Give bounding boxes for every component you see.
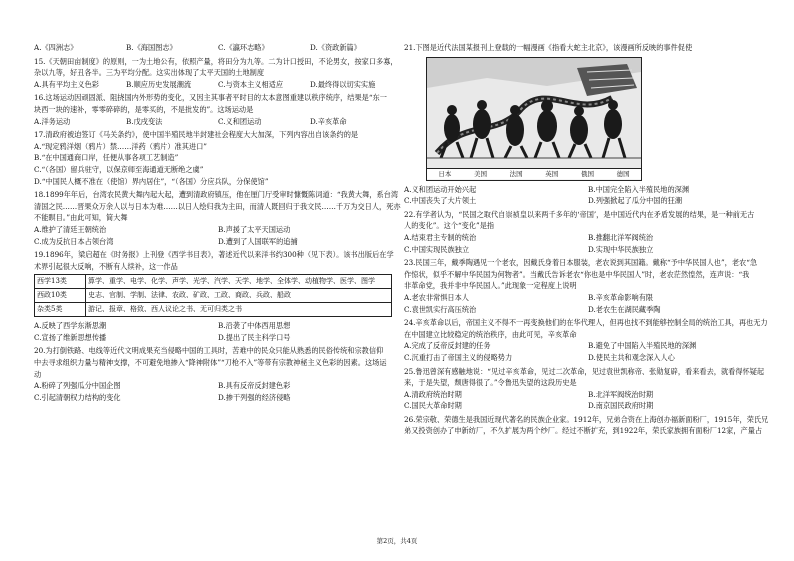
option-a: A.维护了清廷王朝统治 [34,224,107,234]
question-18 [34,189,402,247]
option-d: D.“中国民人概不准在（使馆）界内居住”，“（各国）分应兵队，分保使馆” [34,176,269,186]
option-b: B.具有反帝反封建色彩 [218,381,291,391]
question-text: 术界引起很大反响，不断有人续补，这一作品 [34,261,178,271]
cartoon-label: 德国 [616,169,630,178]
option-b: B.辛亥革命影响有限 [588,292,654,302]
option-c: C.义和团运动 [218,116,262,126]
question-text: 人的变化”。这个“变化”是指 [404,221,495,231]
question-22 [404,209,772,255]
option-a: A.老农非常惧日本人 [404,292,469,302]
q14-options [34,42,402,54]
question-26 [404,414,772,437]
option-d: D.遭到了人国联军的追捕 [218,236,298,246]
q24-options-row1 [404,340,772,352]
cartoon-caption [427,168,641,179]
option-d: D.老农生在湖民藏季陶 [588,304,661,314]
question-text: 非革命党，我并非中华民国人。”此现象一定程度上说明 [404,281,577,291]
question-text: 动 [34,369,42,379]
table-row [35,275,392,289]
option-b: B.北洋军阀统治时期 [588,389,654,399]
question-text: 中去寻求组织力量与精神支撑，不可避免地掺入“降神附体”“刀枪不入”等带有宗教神秘主义色彩的因素。这场运 [34,358,387,368]
cartoon-illustration [427,58,641,168]
question-text: 22.有学者认为，“民国之取代自崇祯皇以来两千多年的‘帝国’，是中国近代内在矛盾发展的结果，是一种前无古 [404,209,755,219]
option-c: C.袁世凯实行高压统治 [404,304,477,314]
option-d: D.提出了民主科学口号 [218,332,291,342]
question-text: 不能瞑目。”由此可知，简大舞 [34,213,128,223]
option-c: C.与资本主义相适应 [218,79,284,89]
q22-options-row2 [404,244,772,256]
cartoon-image [426,57,642,181]
right-column [404,42,772,437]
option-c: C.引起清朝权力结构的变化 [34,392,121,402]
option-d: D.最终得以切实实施 [310,79,376,89]
q23-options-row1 [404,292,772,304]
page-number: 第2页，共4页 [376,537,418,545]
option-d: D.使民主共和观念深入人心 [588,352,675,362]
cartoon-label: 日本 [438,169,452,178]
cartoon-label: 美国 [473,169,487,178]
option-a: A.结束君主专制的统治 [404,232,477,242]
question-text: 25.鲁迅曾深有感触地说：“见过辛亥革命，见过二次革命，见过袁世凯称帝、张勋复辟，看来看去，就看得怀疑起 [404,366,765,376]
option-a: A.清政府统治时期 [404,389,462,399]
cartoon-label: 法国 [509,169,523,178]
q25-options-row1 [404,389,772,401]
option-b: B.避免了中国陷入半殖民地的深渊 [588,341,697,351]
question-text: 18.1899年年后，台湾农民黄大舞内起大起，遭到清政府镇压，他在厘门厅受审时慷慨陈词道：“我黄大舞，系台湾 [34,190,399,200]
option-c: C.沉重打击了帝国主义的侵略势力 [404,352,513,362]
option-b: B.沿袭了中体西用思想 [218,321,291,331]
option-d: D.实现中华民族独立 [588,244,654,254]
option-b: B.戊戌变法 [126,116,163,126]
option-a: A.《四洲志》 [34,43,78,52]
question-text: 17.清政府被迫签订《马关条约》，使中国半殖民地半封建社会程度大大加深，下列内容出自该条约的是 [34,130,359,140]
table-cell: 西政10类 [35,289,86,303]
cartoon-label: 英国 [545,169,559,178]
question-24 [404,317,772,363]
table-row [35,289,392,303]
q16-options [34,116,402,128]
question-19 [34,249,402,343]
option-d: D.列强掀起了瓜分中国的狂潮 [588,196,683,206]
question-text: 16.这场运动因顽固派、阻挠国内外形势的变化，又因主其事者平时目的太本意图重建以秩序统序，结果是“东一 [34,93,387,103]
question-text: 块西一块的速补，零零碎碎的，是零买的，不是批发的”。这场运动是 [34,104,254,114]
option-c: C.成为反抗日本占领台湾 [34,236,114,246]
question-text: 24.辛亥革命以后，帝国主义不得不一再变换他们的在华代理人，但再也找不到能够控制全局的统治工具，再也无力 [404,318,768,328]
book-list-table [34,274,392,317]
table-cell: 算学、重学、电学、化学、声学、光学、汽学、天学、地学、全体学、动植物学、医学、图学 [86,275,392,289]
q21-options-row1 [404,184,772,196]
option-d: D.《资政新篇》 [310,43,361,52]
q20-options-row1 [34,380,402,392]
question-text: 来，于是失望，颓唐得很了。”令鲁迅失望的这段历史是 [404,378,577,388]
option-c: C.宣扬了维新思想传播 [34,332,107,342]
q21-options-row2 [404,195,772,207]
table-row [35,303,392,317]
q24-options-row2 [404,352,772,364]
question-25 [404,366,772,412]
option-a: A.具有平均主义色彩 [34,79,99,89]
question-16 [34,92,402,127]
question-text: 杂以九等，好丑各半。三为平均分配。这实出体现了太平天国的土地制度 [34,68,265,78]
table-cell: 西学13类 [35,275,86,289]
question-15 [34,56,402,91]
question-text: 26.荣宗敬、荣德生是我国近现代著名的民族企业家。1912年，兄弟合资在上海创办福新面粉厂，1915年，荣氏兄 [404,414,769,424]
q19-options-row2 [34,332,402,344]
option-d: D.辛亥革命 [310,116,347,126]
question-text: 清国之民……晋果众万余人以与日本为难……以日人绘归我为主田，而清人既回归于我文民……千万为交日人，死亦 [34,201,401,211]
option-c: C.中国实现民族独立 [404,244,470,254]
option-d: D.掺干列强的经济侵略 [218,392,291,402]
option-b: B.推翻北洋军阀统治 [588,232,654,242]
question-text: 15.《天朝田亩制度》的原则，一为土地公有，依照产量，将田分为九等。二为计口授田，不论男女，按家口多寡， [34,56,398,66]
option-a: A.“现定鸦洋烟（鸦片）禁……洋药（鸦片）准其进口” [34,141,207,151]
option-b: B.声援了太平天国运动 [218,224,291,234]
question-text: 20.为打倒铁路、电线等近代文明成果充当侵略中国的工具时，苦难中的民众只能从熟悉的民俗传统和宗教信仰 [34,346,384,356]
option-b: B.中国完全陷入半殖民地的深渊 [588,184,690,194]
left-column [34,42,402,403]
q20-options-row2 [34,392,402,404]
q18-options-row2 [34,236,402,248]
option-a: A.义和团运动开始兴起 [404,184,477,194]
q25-options-row2 [404,400,772,412]
option-b: B.顺应历史发展潮流 [126,79,192,89]
q15-options [34,79,402,91]
option-a: A.粉碎了列强瓜分中国企图 [34,381,121,391]
option-c: C.中国丧失了大片领土 [404,196,477,206]
option-a: A.洋务运动 [34,116,71,126]
option-b: B.《海国图志》 [126,43,177,52]
q19-options-row1 [34,320,402,332]
option-c: C.国民大革命时期 [404,401,462,411]
option-b: B.“在中国通商口岸，任便从事各项工艺制造” [34,153,179,163]
question-text: 23.民国三年，戴季陶遇见一个老农，因戴氏身着日本服装，老农说到其国籍。戴称“予中华民国人也”，老农“急 [404,258,758,268]
q18-options-row1 [34,224,402,236]
table-cell: 游记、报章、格致、西人议论之书、无可归类之书 [86,303,392,317]
question-23 [404,257,772,315]
question-21-text: 21.下图是近代法国某报刊上登载的一幅漫画《指看大蛇主北京》，该漫画所反映的事件促使 [404,43,693,52]
option-d: D.南京国民政府时期 [588,401,654,411]
option-c: C.《瀛环志略》 [218,43,269,52]
question-text: 19.1896年，梁启超在《时务报》上刊登《西学书目表》，著述近代以来洋书约300种（见下表）。该书出版后在学 [34,250,394,260]
option-c: C.“（各国）留兵驻守，以保京师至海通道无断绝之虞” [34,164,204,174]
question-20 [34,345,402,403]
option-a: A.完成了反帝反封建的任务 [404,341,491,351]
table-cell: 杂类5类 [35,303,86,317]
question-text: 弟又投资创办了申新纺厂，不久扩展为两个纱厂。经过不断扩充，到1922年，荣氏家族拥有面粉厂12家，产量占 [404,426,763,436]
q23-options-row2 [404,304,772,316]
question-text: 在中国建立比较稳定的统治秩序，由此可见，辛亥革命 [404,329,577,339]
q22-options-row1 [404,232,772,244]
option-a: A.反映了西学东渐思潮 [34,321,107,331]
question-17 [34,129,402,187]
table-cell: 史志、官制、学制、法律、农政、矿政、工政、商政、兵政、船政 [86,289,392,303]
cartoon-label: 俄国 [580,169,594,178]
question-text: 作惊状，似乎不解中华民国为何物者”。当戴氏告诉老农“你也是中华民国人”时，老农茫然惶然，连声说：“我 [404,269,750,279]
